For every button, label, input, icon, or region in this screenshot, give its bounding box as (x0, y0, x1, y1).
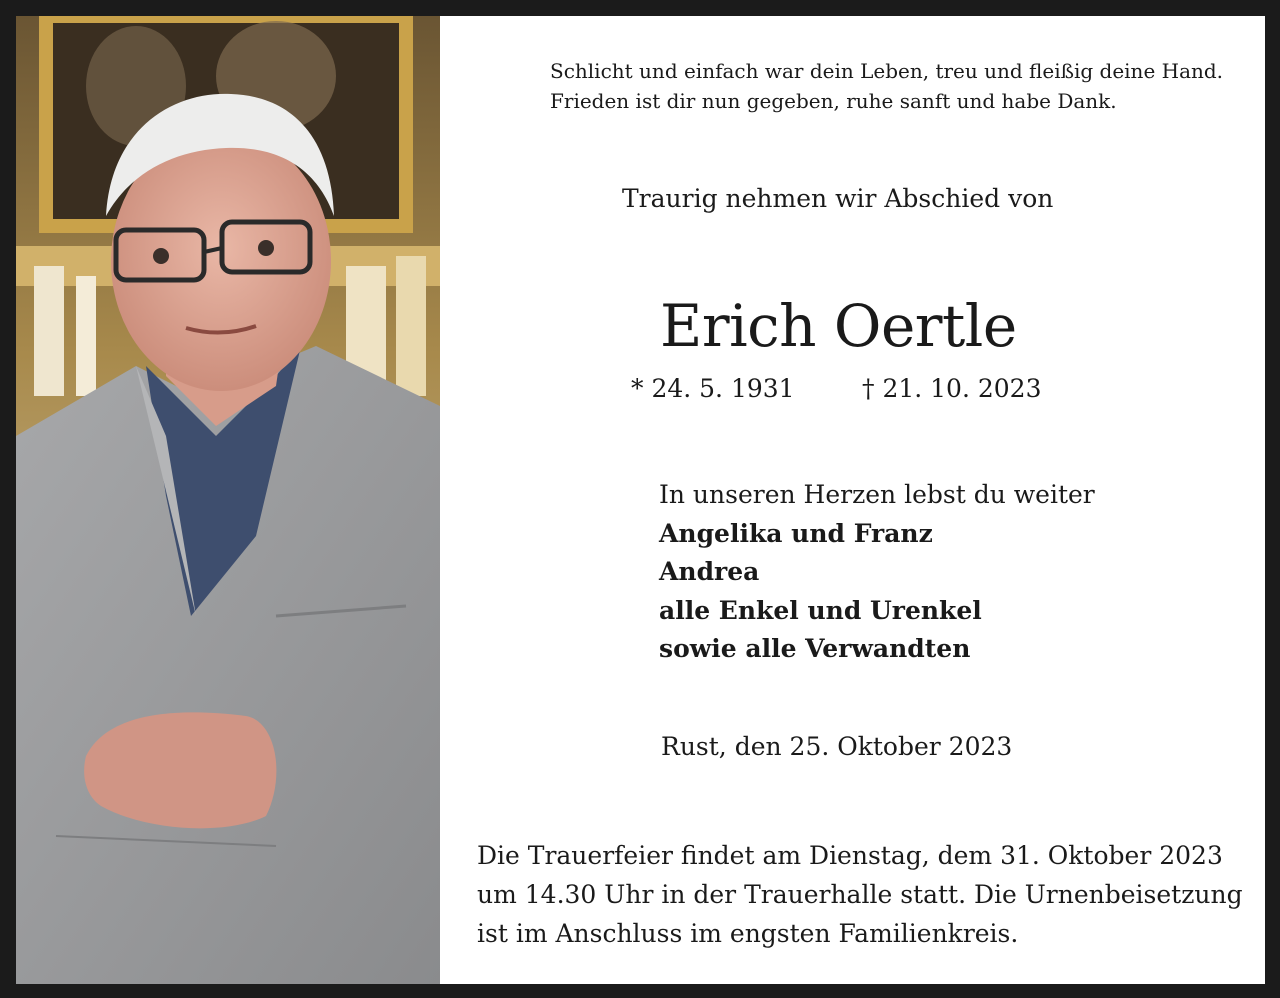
mourner-name: Andrea (659, 557, 760, 586)
memorial-verse (550, 56, 1223, 116)
farewell-intro: Traurig nehmen wir Abschied von (622, 184, 1054, 213)
obituary-notice (16, 16, 1265, 984)
birth-date: * 24. 5. 1931 (631, 374, 795, 403)
verse-line-2: Frieden ist dir nun gegeben, ruhe sanft und habe Dank. (550, 89, 1117, 113)
deceased-name: Erich Oertle (660, 292, 1017, 360)
ceremony-info (477, 836, 1243, 953)
mourners-list (659, 476, 1095, 669)
ceremony-line-1: Die Trauerfeier findet am Dienstag, dem 31. Oktober 2023 (477, 841, 1223, 870)
verse-line-1: Schlicht und einfach war dein Leben, treu und fleißig deine Hand. (550, 59, 1224, 83)
portrait-photo (16, 16, 440, 984)
mourner-name: alle Enkel und Urenkel (659, 595, 982, 625)
death-date: † 21. 10. 2023 (862, 374, 1042, 403)
place-and-date: Rust, den 25. Oktober 2023 (661, 732, 1013, 761)
mourner-name: sowie alle Verwandten (659, 634, 971, 663)
ceremony-line-3: ist im Anschluss im engsten Familienkreis. (477, 919, 1019, 948)
ceremony-line-2: um 14.30 Uhr in der Trauerhalle statt. Die Urnenbeisetzung (477, 880, 1243, 909)
mourner-name: Angelika und Franz (659, 518, 933, 548)
mourners-lead: In unseren Herzen lebst du weiter (659, 480, 1095, 509)
